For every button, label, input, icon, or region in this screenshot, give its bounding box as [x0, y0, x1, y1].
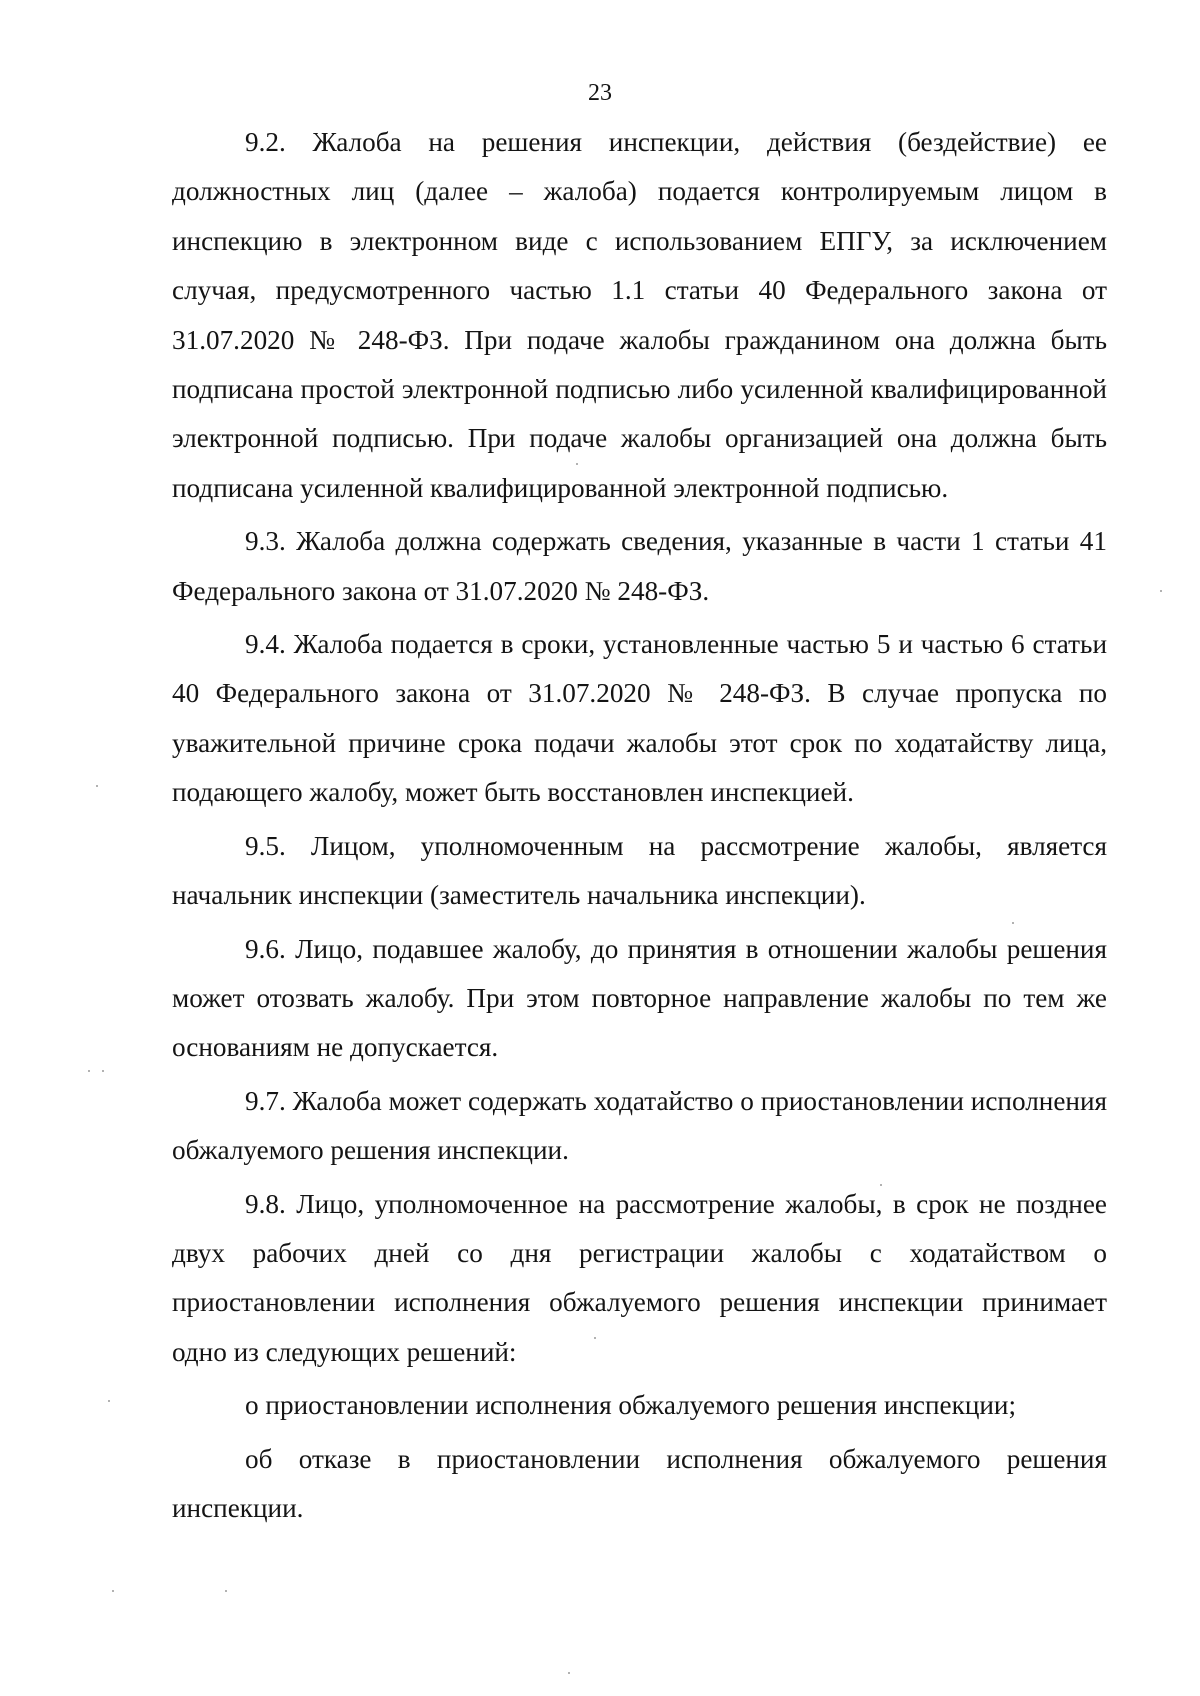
- scan-speck: [112, 1590, 114, 1592]
- document-body: [172, 118, 1107, 1537]
- scan-speck: [576, 463, 578, 465]
- scan-speck: [1160, 590, 1162, 592]
- scan-speck: [1012, 922, 1014, 924]
- paragraph-9-2: 9.2. Жалоба на решения инспекции, действия (бездействие) ее должностных лиц (далее – жалоба) подается контролируемым лицом в инспекцию в электронном виде с использованием ЕПГУ, за исключением случая, предусмотренного частью 1.1 статьи 40 Федерального закона от 31.07.2020 № 248-ФЗ. При подаче жалобы гражданином она должна быть подписана простой электронной подписью либо усиленной квалифицированной электронной подписью. При подаче жалобы организацией она должна быть подписана усиленной квалифицированной электронной подписью.: [172, 127, 1107, 503]
- scan-speck: [568, 1672, 570, 1674]
- paragraph-9-5: 9.5. Лицом, уполномоченным на рассмотрение жалобы, является начальник инспекции (заместитель начальника инспекции).: [172, 830, 1107, 911]
- scan-speck: [88, 1070, 90, 1072]
- paragraph-9-4: 9.4. Жалоба подается в сроки, установленные частью 5 и частью 6 статьи 40 Федерального закона от 31.07.2020 № 248-ФЗ. В случае пропуска по уважительной причине срока подачи жалобы этот срок по ходатайству лица, подающего жалобу, может быть восстановлен инспекцией.: [172, 629, 1107, 808]
- paragraph-9-3: 9.3. Жалоба должна содержать сведения, указанные в части 1 статьи 41 Федерального закона от 31.07.2020 № 248-ФЗ.: [172, 526, 1107, 606]
- scan-speck: [108, 1400, 110, 1402]
- list-item-suspend: о приостановлении исполнения обжалуемого решения инспекции;: [245, 1390, 1017, 1421]
- list-item-refuse-suspend: об отказе в приостановлении исполнения обжалуемого решения инспекции.: [172, 1443, 1107, 1523]
- paragraph-9-6: 9.6. Лицо, подавшее жалобу, до принятия в отношении жалобы решения может отозвать жалобу. При этом повторное направление жалобы по тем же основаниям не допускается.: [172, 933, 1107, 1063]
- scan-speck: [225, 1590, 227, 1592]
- scan-speck: [880, 1184, 882, 1186]
- scan-speck: [102, 1070, 104, 1072]
- page-number: 23: [588, 80, 612, 106]
- scan-speck: [96, 785, 98, 787]
- paragraph-9-8: 9.8. Лицо, уполномоченное на рассмотрение жалобы, в срок не позднее двух рабочих дней со дня регистрации жалобы с ходатайством о приостановлении исполнения обжалуемого решения инспекции принимает одно из следующих решений:: [172, 1188, 1107, 1367]
- paragraph-9-7: 9.7. Жалоба может содержать ходатайство о приостановлении исполнения обжалуемого решения инспекции.: [172, 1085, 1107, 1166]
- scan-speck: [594, 1337, 596, 1339]
